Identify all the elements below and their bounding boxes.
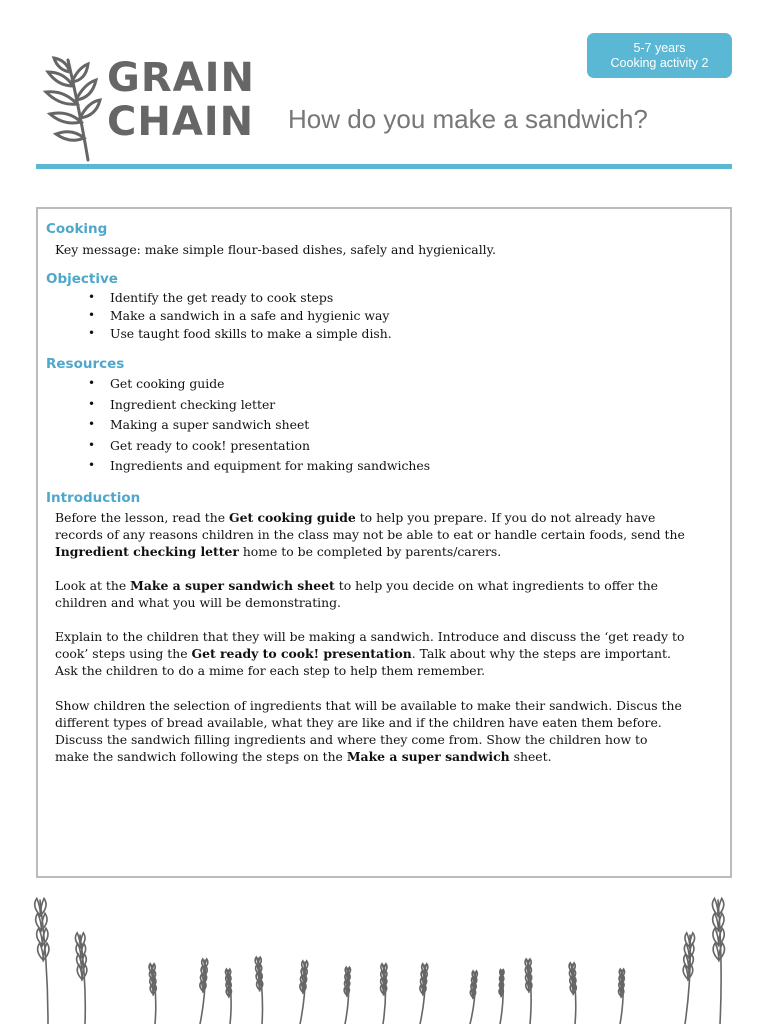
text: Ask the children to do a mime for each step to help them remember. [55, 663, 486, 678]
intro-paragraph-4 [55, 697, 720, 765]
text: different types of bread available, what they are like and if the children have eaten them before. [55, 715, 662, 730]
badge-age: 5-7 years [633, 41, 686, 55]
objective-item: Make a sandwich in a safe and hygienic way [110, 308, 390, 323]
bullet: • [88, 376, 96, 390]
objective-item: Use taught food skills to make a simple dish. [110, 326, 392, 341]
resource-reference: Get ready to cook! presentation [191, 646, 412, 661]
bullet: • [88, 438, 96, 452]
bullet: • [88, 417, 96, 431]
bullet: • [88, 458, 96, 472]
resource-item: Ingredients and equipment for making sandwiches [110, 458, 431, 473]
badge-activity: Cooking activity 2 [610, 56, 709, 70]
text: children and what you will be demonstrating. [55, 595, 341, 610]
intro-paragraph-1 [55, 509, 720, 560]
objective-heading: Objective [46, 271, 118, 287]
text: records of any reasons children in the class may not be able to eat or handle certain foods, send the [55, 527, 685, 542]
resource-reference: Get cooking guide [228, 510, 356, 525]
text: cook’ steps using the [55, 646, 192, 661]
bullet: • [88, 290, 96, 304]
text: Look at the [55, 578, 131, 593]
logo-line-1: GRAIN [107, 55, 255, 101]
resources-heading: Resources [46, 356, 125, 372]
key-message: Key message: make simple flour-based dishes, safely and hygienically. [55, 242, 496, 257]
bullet: • [88, 326, 96, 340]
header-divider [36, 164, 732, 169]
resource-item: Get cooking guide [110, 376, 225, 391]
resource-item: Get ready to cook! presentation [110, 438, 310, 453]
logo-wordmark [107, 56, 255, 144]
logo-line-2: CHAIN [107, 99, 255, 145]
objective-item: Identify the get ready to cook steps [110, 290, 334, 305]
wheat-decoration [0, 890, 768, 1024]
bullet: • [88, 308, 96, 322]
resource-reference: Make a super sandwich [346, 749, 510, 764]
intro-paragraph-3 [55, 628, 720, 679]
text: . Talk about why the steps are important. [411, 646, 671, 661]
text: Before the lesson, read the [55, 510, 229, 525]
text: to help you prepare. If you do not already have [355, 510, 656, 525]
resource-item: Making a super sandwich sheet [110, 417, 310, 432]
text: to help you decide on what ingredients to offer the [334, 578, 659, 593]
text: Show children the selection of ingredients that will be available to make their sandwich. Discus the [55, 698, 682, 713]
text: make the sandwich following the steps on the [55, 749, 347, 764]
text: Discuss the sandwich filling ingredients and where they come from. Show the children how to [55, 732, 648, 747]
bullet: • [88, 397, 96, 411]
age-badge [587, 33, 732, 78]
text: Explain to the children that they will be making a sandwich. Introduce and discuss the ‘get ready to [55, 629, 685, 644]
resource-item: Ingredient checking letter [110, 397, 276, 412]
resource-reference: Ingredient checking letter [55, 544, 239, 559]
intro-paragraph-2 [55, 577, 720, 611]
text: sheet. [509, 749, 552, 764]
page-title: How do you make a sandwich? [288, 104, 648, 134]
cooking-heading: Cooking [46, 221, 108, 237]
text: home to be completed by parents/carers. [238, 544, 502, 559]
resource-reference: Make a super sandwich sheet [130, 578, 335, 593]
introduction-heading: Introduction [46, 490, 141, 506]
